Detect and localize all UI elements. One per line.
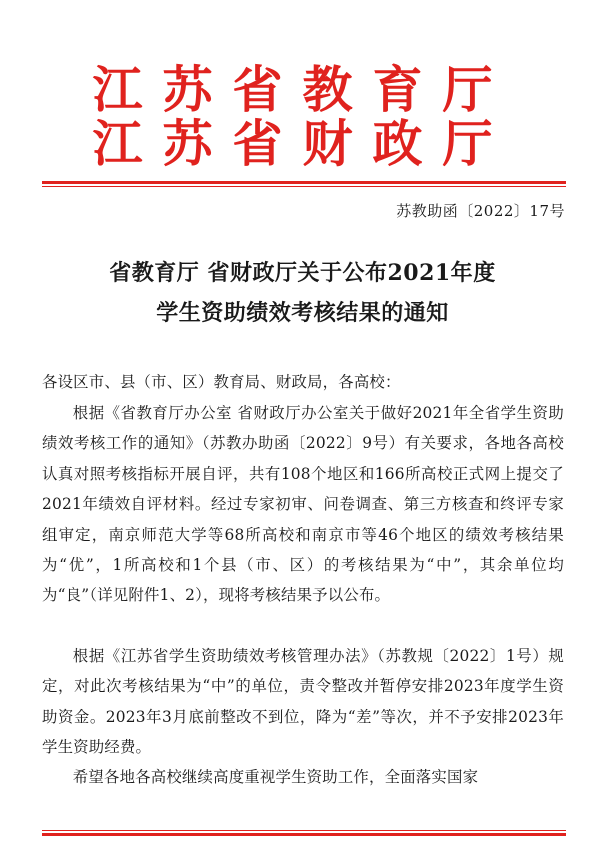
body-paragraph-2: 根据《江苏省学生资助绩效考核管理办法》（苏教规〔2022〕1号）规定，对此次考核结果为“中”的单位，责令整改并暂停安排2023年度学生资助资金。2023年3月底前整改不到位，降为“差”等次，并不予安排2023年学生资助经费。 xyxy=(42,647,564,757)
issuing-org-line-1: 江苏省教育厅 xyxy=(92,60,513,119)
header-red-rule-thick xyxy=(42,181,566,184)
document-title-line-2: 学生资助绩效考核结果的通知 xyxy=(156,300,449,326)
footer-red-rule-thick xyxy=(42,833,566,836)
document-number: 苏教助函〔2022〕17号 xyxy=(396,202,565,220)
body-paragraph-1: 根据《省教育厅办公室 省财政厅办公室关于做好2021年全省学生资助绩效考核工作的通知》（苏教办助函〔2022〕9号）有关要求，各地各高校认真对照考核指标开展自评，共有108个地区和166所高校正式网上提交了2021年绩效自评材料。经过专家初审、问卷调查、第三方核查和终评专家组审定，南京师范大学等68所高校和南京市等46个地区的绩效考核结果为“优”，1所高校和1个县（市、区）的考核结果为“中”，其余单位均为“良”（详见附件1、2），现将考核结果予以公布。 xyxy=(42,404,564,605)
footer-red-rule-thin xyxy=(42,830,566,831)
salutation: 各设区市、县（市、区）教育局、财政局，各高校： xyxy=(42,373,401,391)
issuing-org-line-2: 江苏省财政厅 xyxy=(92,114,513,173)
body-paragraph-3: 希望各地各高校继续高度重视学生资助工作，全面落实国家 xyxy=(72,768,479,786)
document-title-line-1: 省教育厅 省财政厅关于公布2021年度 xyxy=(109,260,496,286)
header-red-rule-thin xyxy=(42,186,566,187)
